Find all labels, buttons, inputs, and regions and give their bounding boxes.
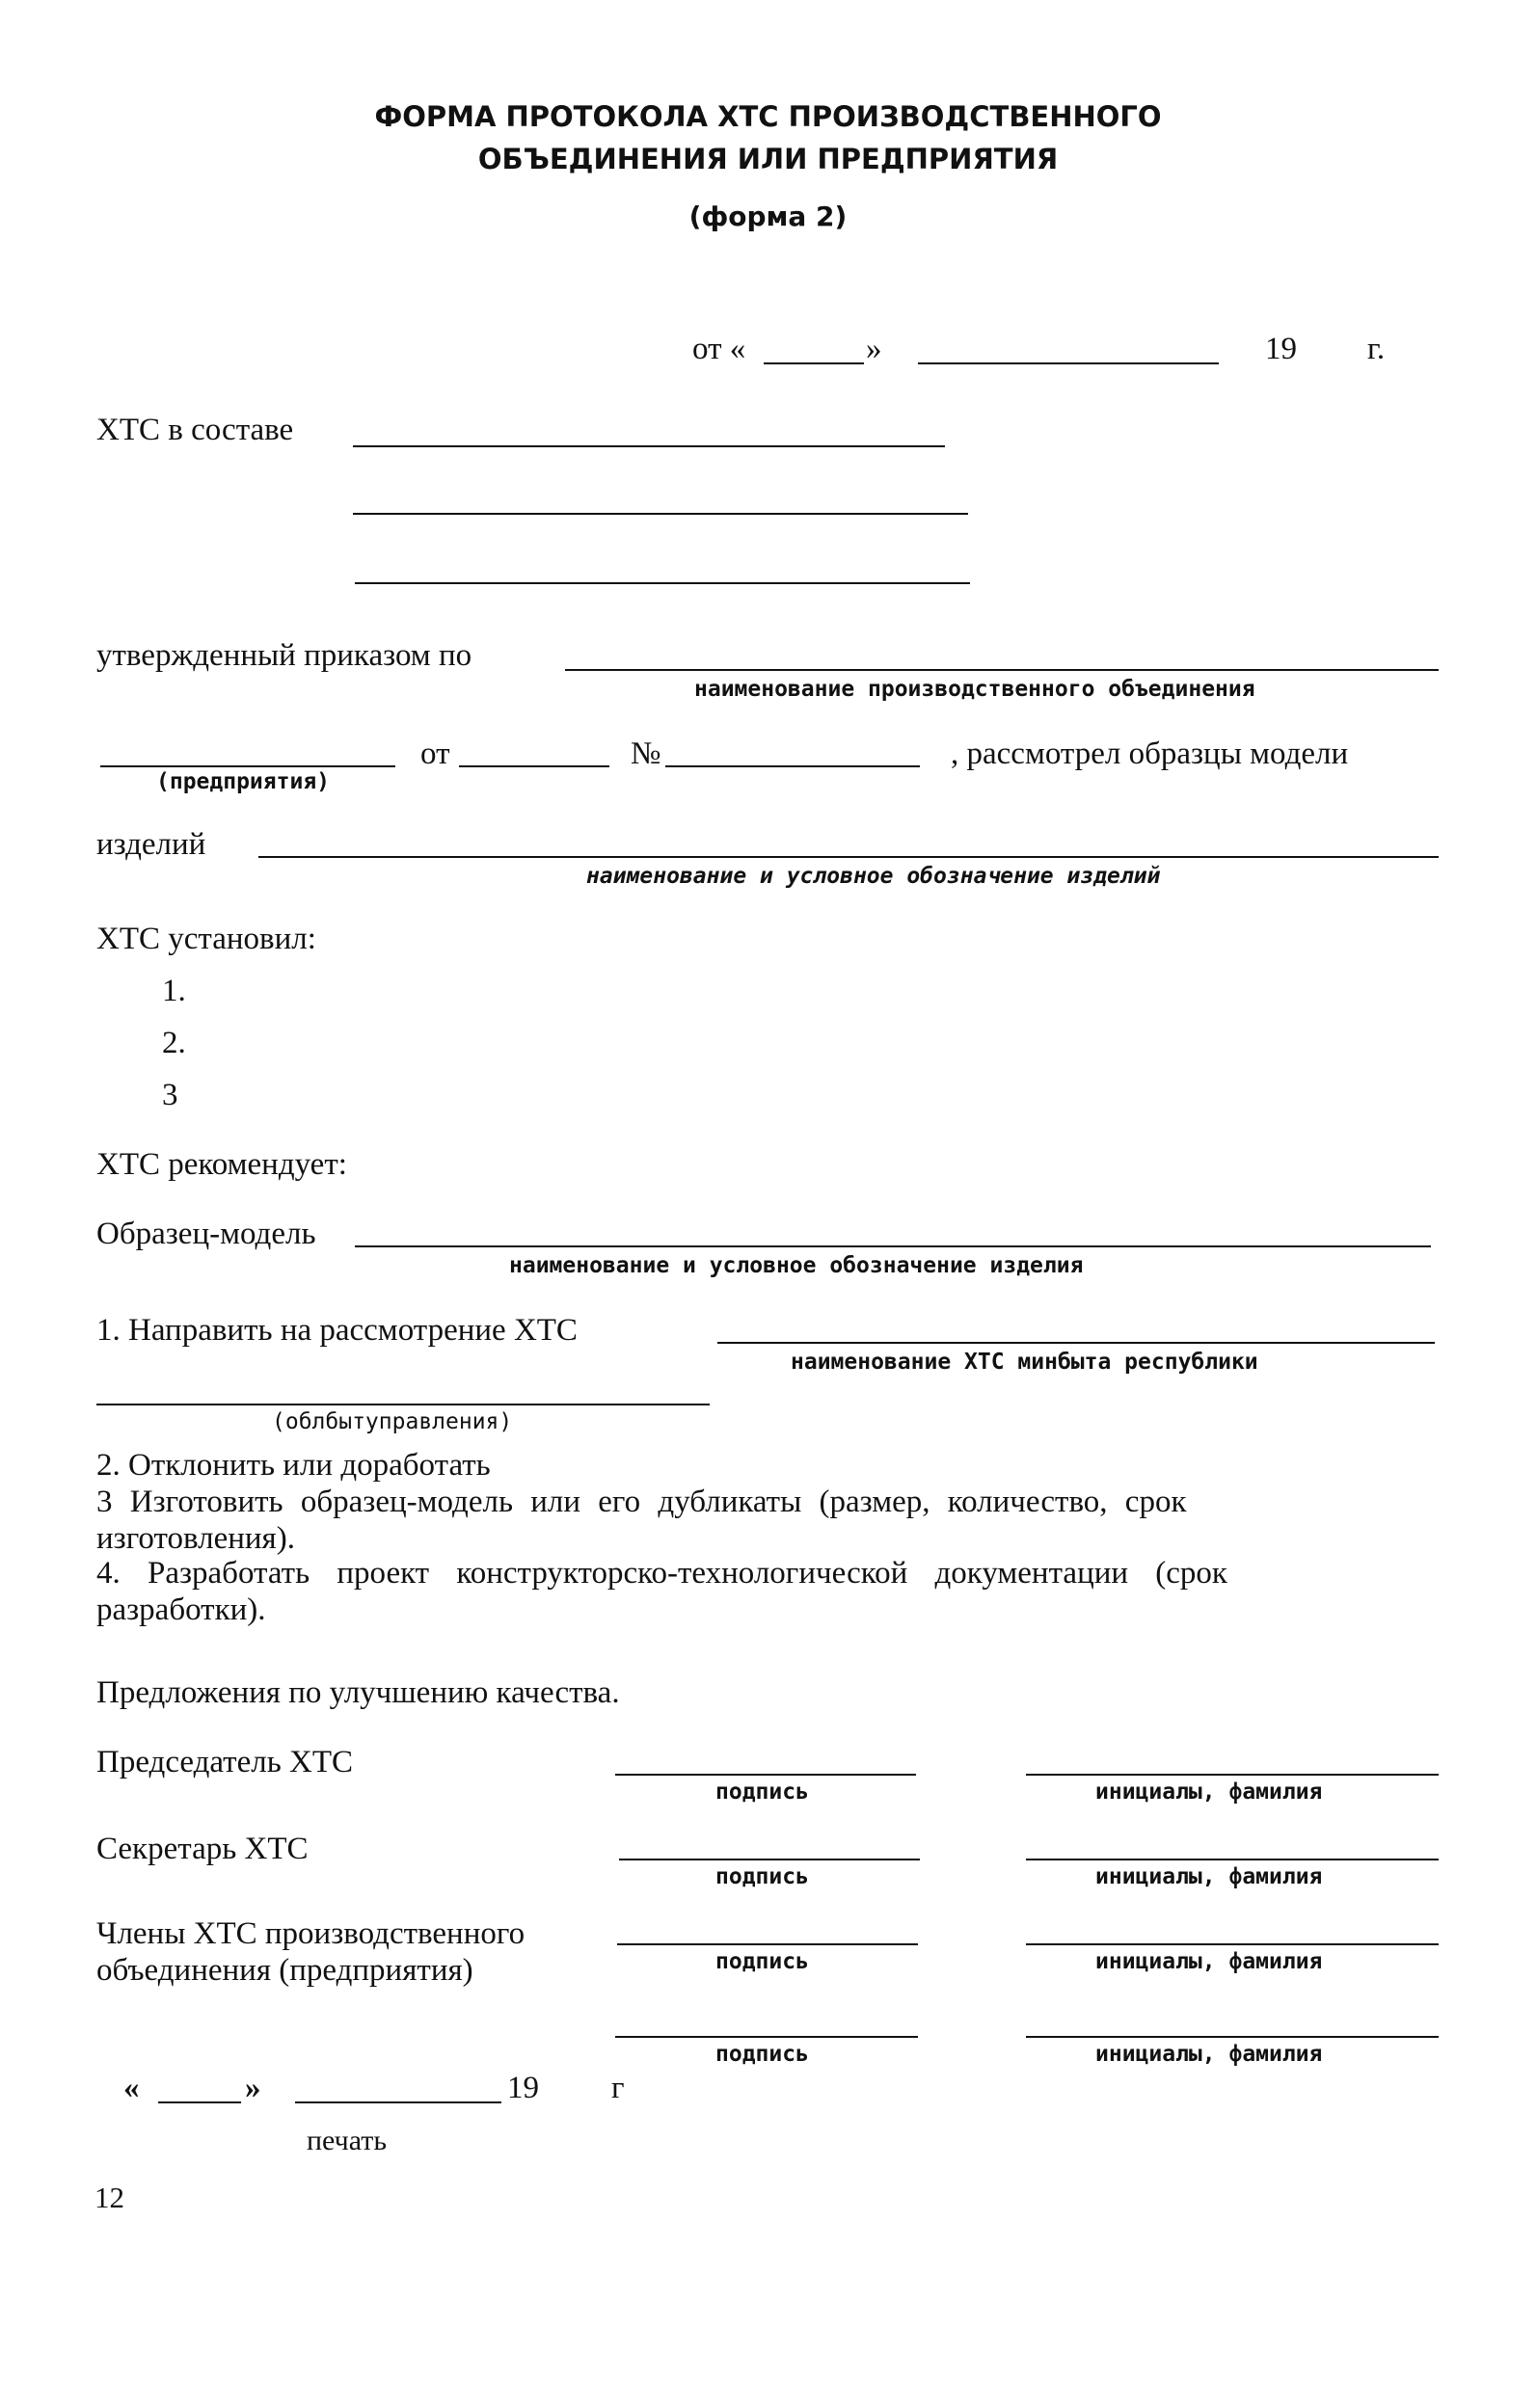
footer-close-quote: »	[245, 2071, 261, 2105]
action-send-caption: наименование ХТС минбыта республики	[791, 1350, 1258, 1375]
sample-model-field[interactable]	[355, 1245, 1431, 1247]
form-number: (форма 2)	[688, 201, 848, 232]
date-day-field[interactable]	[764, 362, 864, 364]
composition-field-2[interactable]	[353, 513, 968, 515]
member-name-field[interactable]	[1026, 1943, 1439, 1945]
name-caption: инициалы, фамилия	[1095, 1779, 1323, 1805]
date-year-suffix: г.	[1367, 332, 1386, 366]
composition-field-3[interactable]	[355, 582, 970, 584]
signature-caption: подпись	[715, 2042, 809, 2067]
form-title-line2: ОБЪЕДИНЕНИЯ ИЛИ ПРЕДПРИЯТИЯ	[477, 143, 1059, 175]
approved-org-field[interactable]	[565, 669, 1439, 671]
approved-label: утвержденный приказом по	[96, 638, 472, 673]
date-month-field[interactable]	[918, 362, 1219, 364]
page-number: 12	[94, 2181, 124, 2214]
products-field[interactable]	[258, 856, 1439, 858]
enterprise-caption: (предприятия)	[156, 769, 331, 794]
name-caption: инициалы, фамилия	[1095, 1864, 1323, 1889]
reviewed-samples-text: , рассмотрел образцы модели	[951, 736, 1349, 771]
chairman-signature-field[interactable]	[615, 1774, 916, 1776]
established-item: 1.	[162, 974, 186, 1008]
secretary-label: Секретарь ХТС	[96, 1832, 309, 1866]
members-label-line2: объединения (предприятия)	[96, 1953, 473, 1988]
order-date-label: от	[420, 736, 450, 771]
date-year-prefix: 19	[1265, 332, 1297, 366]
footer-month-field[interactable]	[295, 2101, 501, 2103]
approved-org-caption: наименование производственного объединения	[694, 677, 1255, 702]
footer-open-quote: «	[123, 2071, 140, 2105]
proposals-label: Предложения по улучшению качества.	[96, 1675, 620, 1710]
order-number-label: №	[631, 736, 661, 771]
action-send-label: 1. Направить на рассмотрение ХТС	[96, 1313, 578, 1348]
member-signature-field[interactable]	[615, 2036, 918, 2038]
footer-year-prefix: 19	[507, 2071, 539, 2105]
action-make-line2: изготовления).	[96, 1521, 295, 1556]
name-caption: инициалы, фамилия	[1095, 1949, 1323, 1974]
signature-caption: подпись	[715, 1779, 809, 1805]
products-label: изделий	[96, 827, 206, 862]
footer-day-field[interactable]	[158, 2101, 241, 2103]
order-number-field[interactable]	[665, 765, 920, 767]
action-send-field-2[interactable]	[96, 1404, 710, 1405]
members-label-line1: Члены ХТС производственного	[96, 1916, 525, 1951]
chairman-label: Председатель ХТС	[96, 1745, 354, 1779]
member-signature-field[interactable]	[617, 1943, 918, 1945]
action-reject-label: 2. Отклонить или доработать	[96, 1448, 491, 1483]
sample-model-caption: наименование и условное обозначение изделия	[509, 1253, 1084, 1278]
secretary-signature-field[interactable]	[619, 1859, 920, 1860]
secretary-name-field[interactable]	[1026, 1859, 1439, 1860]
date-close-quote: »	[866, 332, 882, 366]
established-item: 3	[162, 1078, 178, 1112]
action-send-caption-2: (облбытуправления)	[272, 1409, 513, 1434]
member-name-field[interactable]	[1026, 2036, 1439, 2038]
action-develop-line1: 4. Разработать проект конструкторско-технологической документации (срок	[96, 1556, 1227, 1591]
composition-field-1[interactable]	[353, 445, 945, 447]
footer-year-suffix: г	[611, 2071, 625, 2105]
action-send-field[interactable]	[717, 1342, 1435, 1344]
enterprise-field[interactable]	[100, 765, 395, 767]
recommends-label: ХТС рекомендует:	[96, 1147, 347, 1182]
established-item: 2.	[162, 1026, 186, 1060]
order-date-field[interactable]	[459, 765, 609, 767]
action-make-line1: 3 Изготовить образец-модель или его дубликаты (размер, количество, срок	[96, 1485, 1187, 1519]
name-caption: инициалы, фамилия	[1095, 2042, 1323, 2067]
action-develop-line2: разработки).	[96, 1592, 266, 1627]
signature-caption: подпись	[715, 1949, 809, 1974]
form-title-line1: ФОРМА ПРОТОКОЛА ХТС ПРОИЗВОДСТВЕННОГО	[374, 100, 1162, 133]
chairman-name-field[interactable]	[1026, 1774, 1439, 1776]
signature-caption: подпись	[715, 1864, 809, 1889]
sample-model-label: Образец-модель	[96, 1217, 316, 1251]
seal-label: печать	[307, 2125, 388, 2156]
composition-label: ХТС в составе	[96, 413, 294, 447]
established-label: ХТС установил:	[96, 922, 316, 956]
products-caption: наименование и условное обозначение изделий	[586, 864, 1161, 889]
date-from-label: от «	[692, 332, 746, 366]
